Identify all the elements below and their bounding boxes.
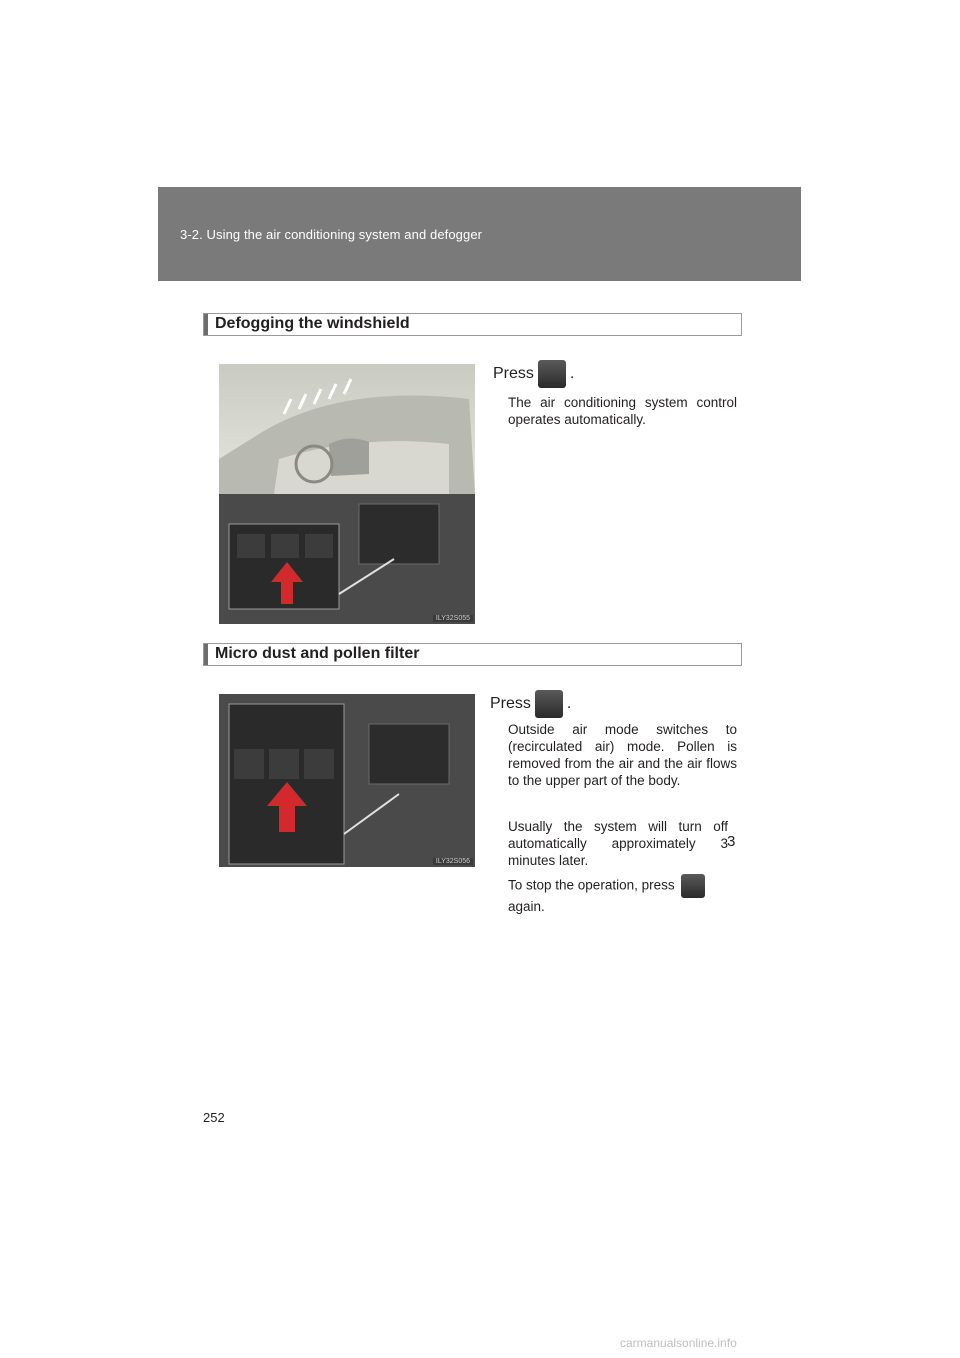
chapter-header (158, 187, 801, 281)
press-instruction-defog: Press . (493, 360, 574, 388)
press-instruction-pollen: Press . (490, 690, 571, 718)
illustration-code: ILY32S056 (433, 858, 473, 865)
pollen-paragraph-2: Usually the system will turn off automatically approximately 3 minutes later. (508, 819, 728, 868)
section-title-pollen-filter (203, 643, 742, 666)
page-number: 252 (203, 1110, 225, 1125)
defog-description: The air conditioning system control operates automatically. (508, 395, 737, 427)
chapter-tab-number: 3 (727, 833, 736, 850)
pollen-paragraph-3: To stop the operation, press again. (508, 874, 737, 915)
pollen-filter-button-icon (681, 874, 705, 898)
chapter-title: 3-2. Using the air conditioning system and defogger (180, 227, 483, 242)
section-marker (204, 314, 208, 335)
dashboard-illustration (219, 694, 475, 867)
illustration-pollen-filter (219, 694, 475, 867)
section-marker (204, 644, 208, 665)
section-title-defogging (203, 313, 742, 336)
front-defroster-button-icon (538, 360, 566, 388)
section-heading: Defogging the windshield (215, 315, 410, 332)
watermark: carmanualsonline.info (620, 1336, 737, 1350)
section-heading: Micro dust and pollen filter (215, 645, 420, 662)
illustration-code: ILY32S055 (433, 615, 473, 622)
pollen-filter-button-icon (535, 690, 563, 718)
illustration-windshield-defog (219, 364, 475, 624)
pollen-paragraph-1: Outside air mode switches to (recirculated air) mode. Pollen is removed from the air and the air flows to the upper part of the body. (508, 722, 737, 788)
car-interior-illustration (219, 364, 475, 624)
